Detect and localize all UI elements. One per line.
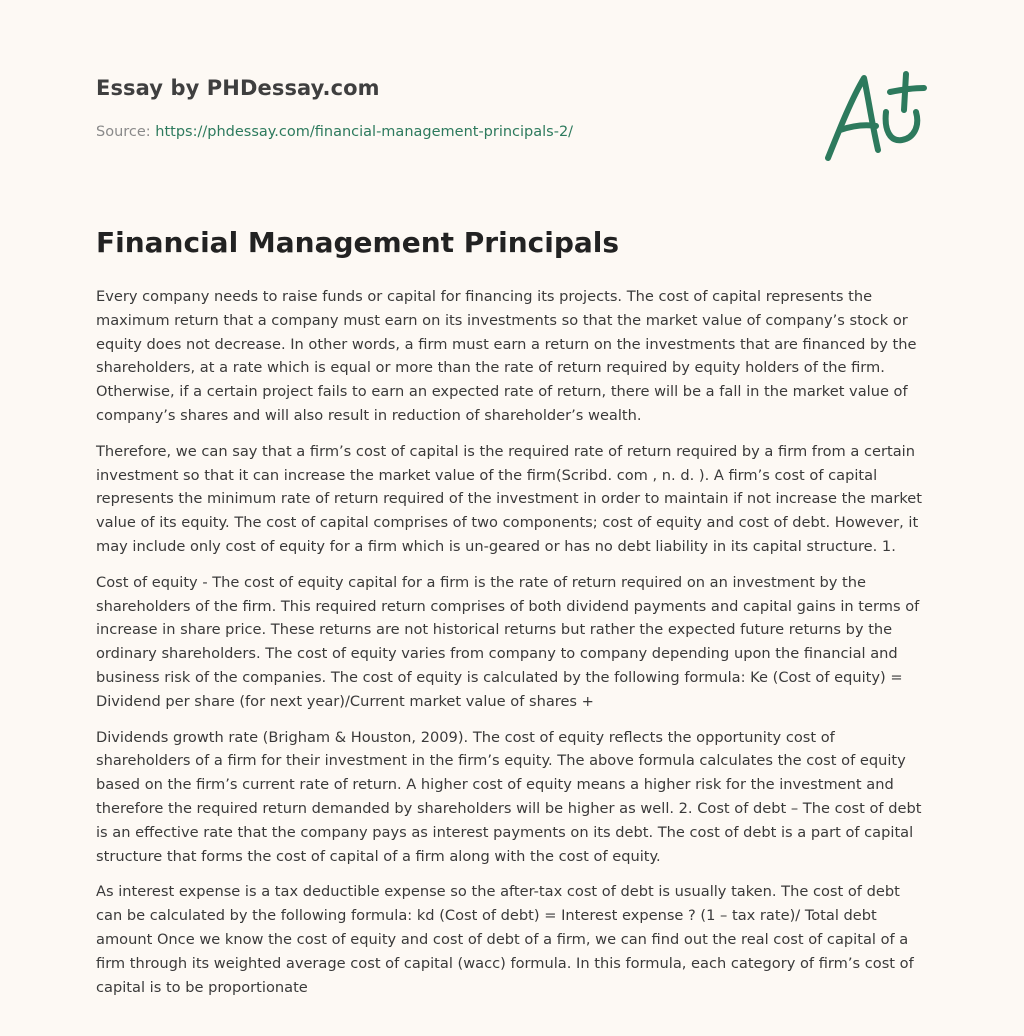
site-brand: Essay by PHDessay.com xyxy=(96,76,380,100)
source-label: Source: xyxy=(96,124,156,140)
source-link[interactable]: https://phdessay.com/financial-management-principals-2/ xyxy=(155,124,574,140)
paragraph-4: Dividends growth rate (Brigham & Houston, 2009). The cost of equity reflects the opportunity cost of shareholders of a firm for their investment in the firm’s equity. The above formula calculates the cost of equity based on the firm’s current rate of return. A higher cost of equity means a higher risk for the investment and therefore the required return demanded by shareholders will be higher as well. 2. Cost of debt – The cost of debt is an effective rate that the company pays as interest payments on its debt. The cost of debt is a part of capital structure that forms the cost of capital of a firm along with the cost of equity. xyxy=(96,728,922,865)
source-line xyxy=(96,124,573,140)
paragraph-5: As interest expense is a tax deductible expense so the after-tax cost of debt is usually taken. The cost of debt can be calculated by the following formula: kd (Cost of debt) = Interest expense ? (1 – tax rate)/ Total debt amount Once we know the cost of equity and cost of debt of a firm, we can find out the real cost of capital of a firm through its weighted average cost of capital (wacc) formula. In this formula, each category of firm’s cost of capital is to be proportionate xyxy=(96,883,914,996)
paragraph-1: Every company needs to raise funds or capital for financing its projects. The cost of capital represents the maximum return that a company must earn on its investments so that the market value of company’s stock or equity does not decrease. In other words, a firm must earn a return on the investments that are financed by the shareholders, at a rate which is equal or more than the rate of return required by equity holders of the firm. Otherwise, if a certain project fails to earn an expected rate of return, there will be a fall in the market value of company’s shares and will also result in reduction of shareholder’s wealth. xyxy=(96,288,917,424)
a-plus-logo-icon xyxy=(818,66,930,166)
paragraph-2: Therefore, we can say that a firm’s cost of capital is the required rate of return required by a firm from a certain investment so that it can increase the market value of the firm(Scribd. com , n. d. ). A firm’s cost of capital represents the minimum rate of return required of the investment in order to maintain if not increase the market value of its equity. The cost of capital comprises of two components; cost of equity and cost of debt. However, it may include only cost of equity for a firm which is un-geared or has no debt liability in its capital structure. 1. xyxy=(96,442,922,555)
paragraph-3: Cost of equity - The cost of equity capital for a firm is the rate of return required on an investment by the shareholders of the firm. This required return comprises of both dividend payments and capital gains in terms of increase in share price. These returns are not historical returns but rather the expected future returns by the ordinary shareholders. The cost of equity varies from company to company depending upon the financial and business risk of the companies. The cost of equity is calculated by the following formula: Ke (Cost of equity) = Dividend per share (for next year)/Current market value of shares + xyxy=(96,573,920,710)
page-title: Financial Management Principals xyxy=(96,226,620,259)
article-body xyxy=(96,285,928,1011)
